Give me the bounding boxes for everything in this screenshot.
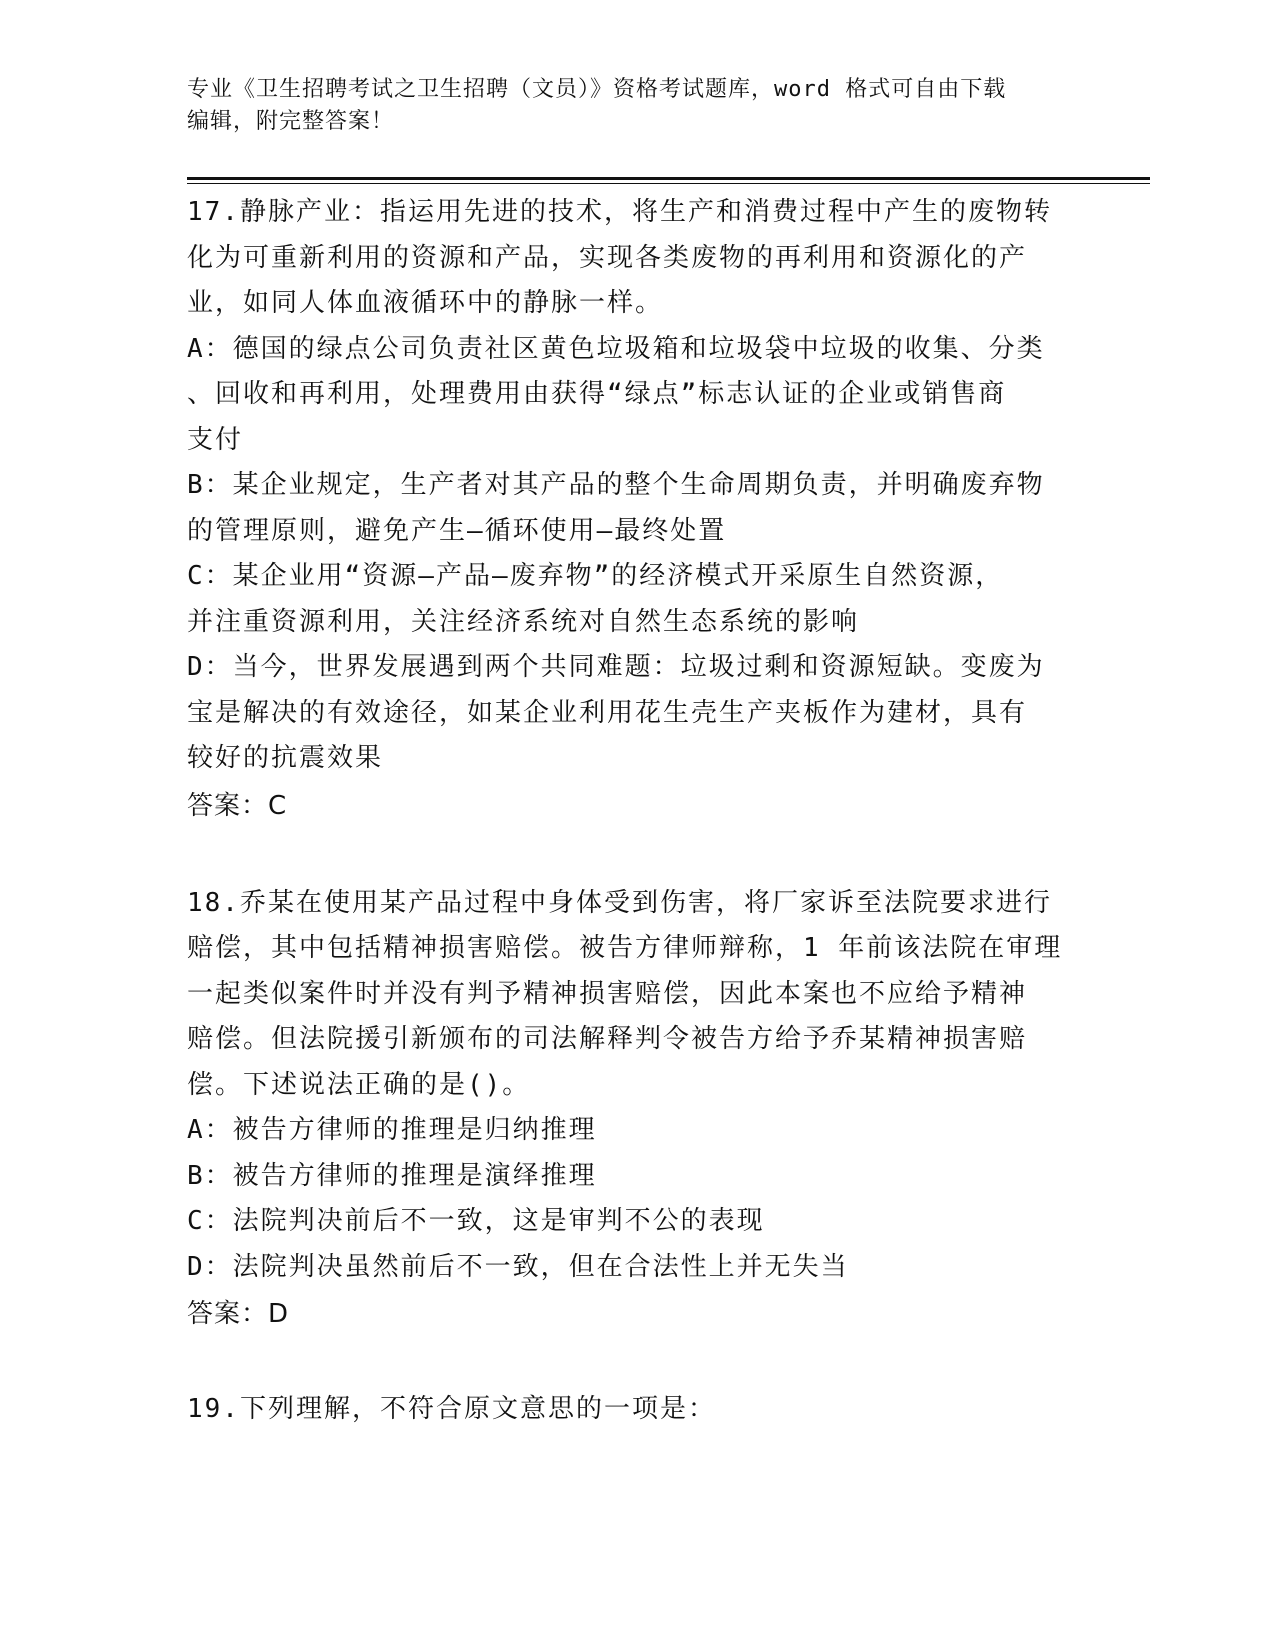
option-b-line: B：某企业规定，生产者对其产品的整个生命周期负责，并明确废弃物: [187, 470, 1045, 500]
document-header: [187, 74, 1087, 138]
question-list: [187, 190, 1087, 1433]
stem-line: 化为可重新利用的资源和产品，实现各类废物的再利用和资源化的产: [187, 242, 1028, 273]
option-a-line: 、回收和再利用，处理费用由获得“绿点”标志认证的企业或销售商: [187, 379, 1007, 409]
header-line-1: 专业《卫生招聘考试之卫生招聘（文员）》资格考试题库，word 格式可自由下载: [187, 77, 1007, 102]
option-d-line: 较好的抗震效果: [187, 743, 384, 773]
question-options: [187, 1108, 1087, 1290]
option-c-line: C：法院判决前后不一致，这是审判不公的表现: [187, 1206, 765, 1236]
option-c-line: C：某企业用“资源—产品—废弃物”的经济模式开采原生自然资源，: [187, 561, 1004, 591]
stem-line: 一起类似案件时并没有判予精神损害赔偿，因此本案也不应给予精神: [187, 978, 1028, 1009]
question-17: [187, 190, 1087, 829]
question-options: [187, 327, 1087, 782]
stem-line: 17.静脉产业：指运用先进的技术，将生产和消费过程中产生的废物转: [187, 197, 1052, 227]
header-divider-thick: [187, 177, 1150, 180]
option-d-line: D：法院判决虽然前后不一致，但在合法性上并无失当: [187, 1251, 849, 1282]
stem-line: 19.下列理解，不符合原文意思的一项是：: [187, 1394, 716, 1424]
option-c-line: 并注重资源利用，关注经济系统对自然生态系统的影响: [187, 606, 860, 637]
question-spacer: [187, 1337, 1087, 1387]
option-b-line: B：被告方律师的推理是演绎推理: [187, 1160, 597, 1191]
option-d-line: D：当今，世界发展遇到两个共同难题：垃圾过剩和资源短缺。变废为: [187, 652, 1045, 682]
question-stem: [187, 881, 1087, 1109]
question-18: [187, 881, 1087, 1338]
stem-line: 偿。下述说法正确的是()。: [187, 1069, 531, 1100]
question-answer: 答案：D: [187, 1299, 290, 1329]
question-spacer: [187, 829, 1087, 881]
option-d-line: 宝是解决的有效途径，如某企业利用花生壳生产夹板作为建材，具有: [187, 697, 1028, 728]
option-b-line: 的管理原则，避免产生—循环使用—最终处置: [187, 515, 727, 546]
option-a-line: 支付: [187, 424, 244, 455]
stem-line: 赔偿，其中包括精神损害赔偿。被告方律师辩称，1 年前该法院在审理: [187, 933, 1063, 963]
question-answer: 答案：C: [187, 790, 288, 821]
stem-line: 业，如同人体血液循环中的静脉一样。: [187, 288, 664, 318]
question-stem: [187, 190, 1087, 327]
question-stem: [187, 1387, 1087, 1433]
stem-line: 赔偿。但法院援引新颁布的司法解释判令被告方给予乔某精神损害赔: [187, 1024, 1028, 1054]
header-divider-thin: [187, 183, 1150, 184]
question-19: [187, 1387, 1087, 1433]
header-line-2: 编辑，附完整答案！: [187, 109, 395, 134]
stem-line: 18.乔某在使用某产品过程中身体受到伤害，将厂家诉至法院要求进行: [187, 887, 1052, 918]
option-a-line: A：被告方律师的推理是归纳推理: [187, 1115, 597, 1145]
option-a-line: A：德国的绿点公司负责社区黄色垃圾箱和垃圾袋中垃圾的收集、分类: [187, 333, 1045, 364]
